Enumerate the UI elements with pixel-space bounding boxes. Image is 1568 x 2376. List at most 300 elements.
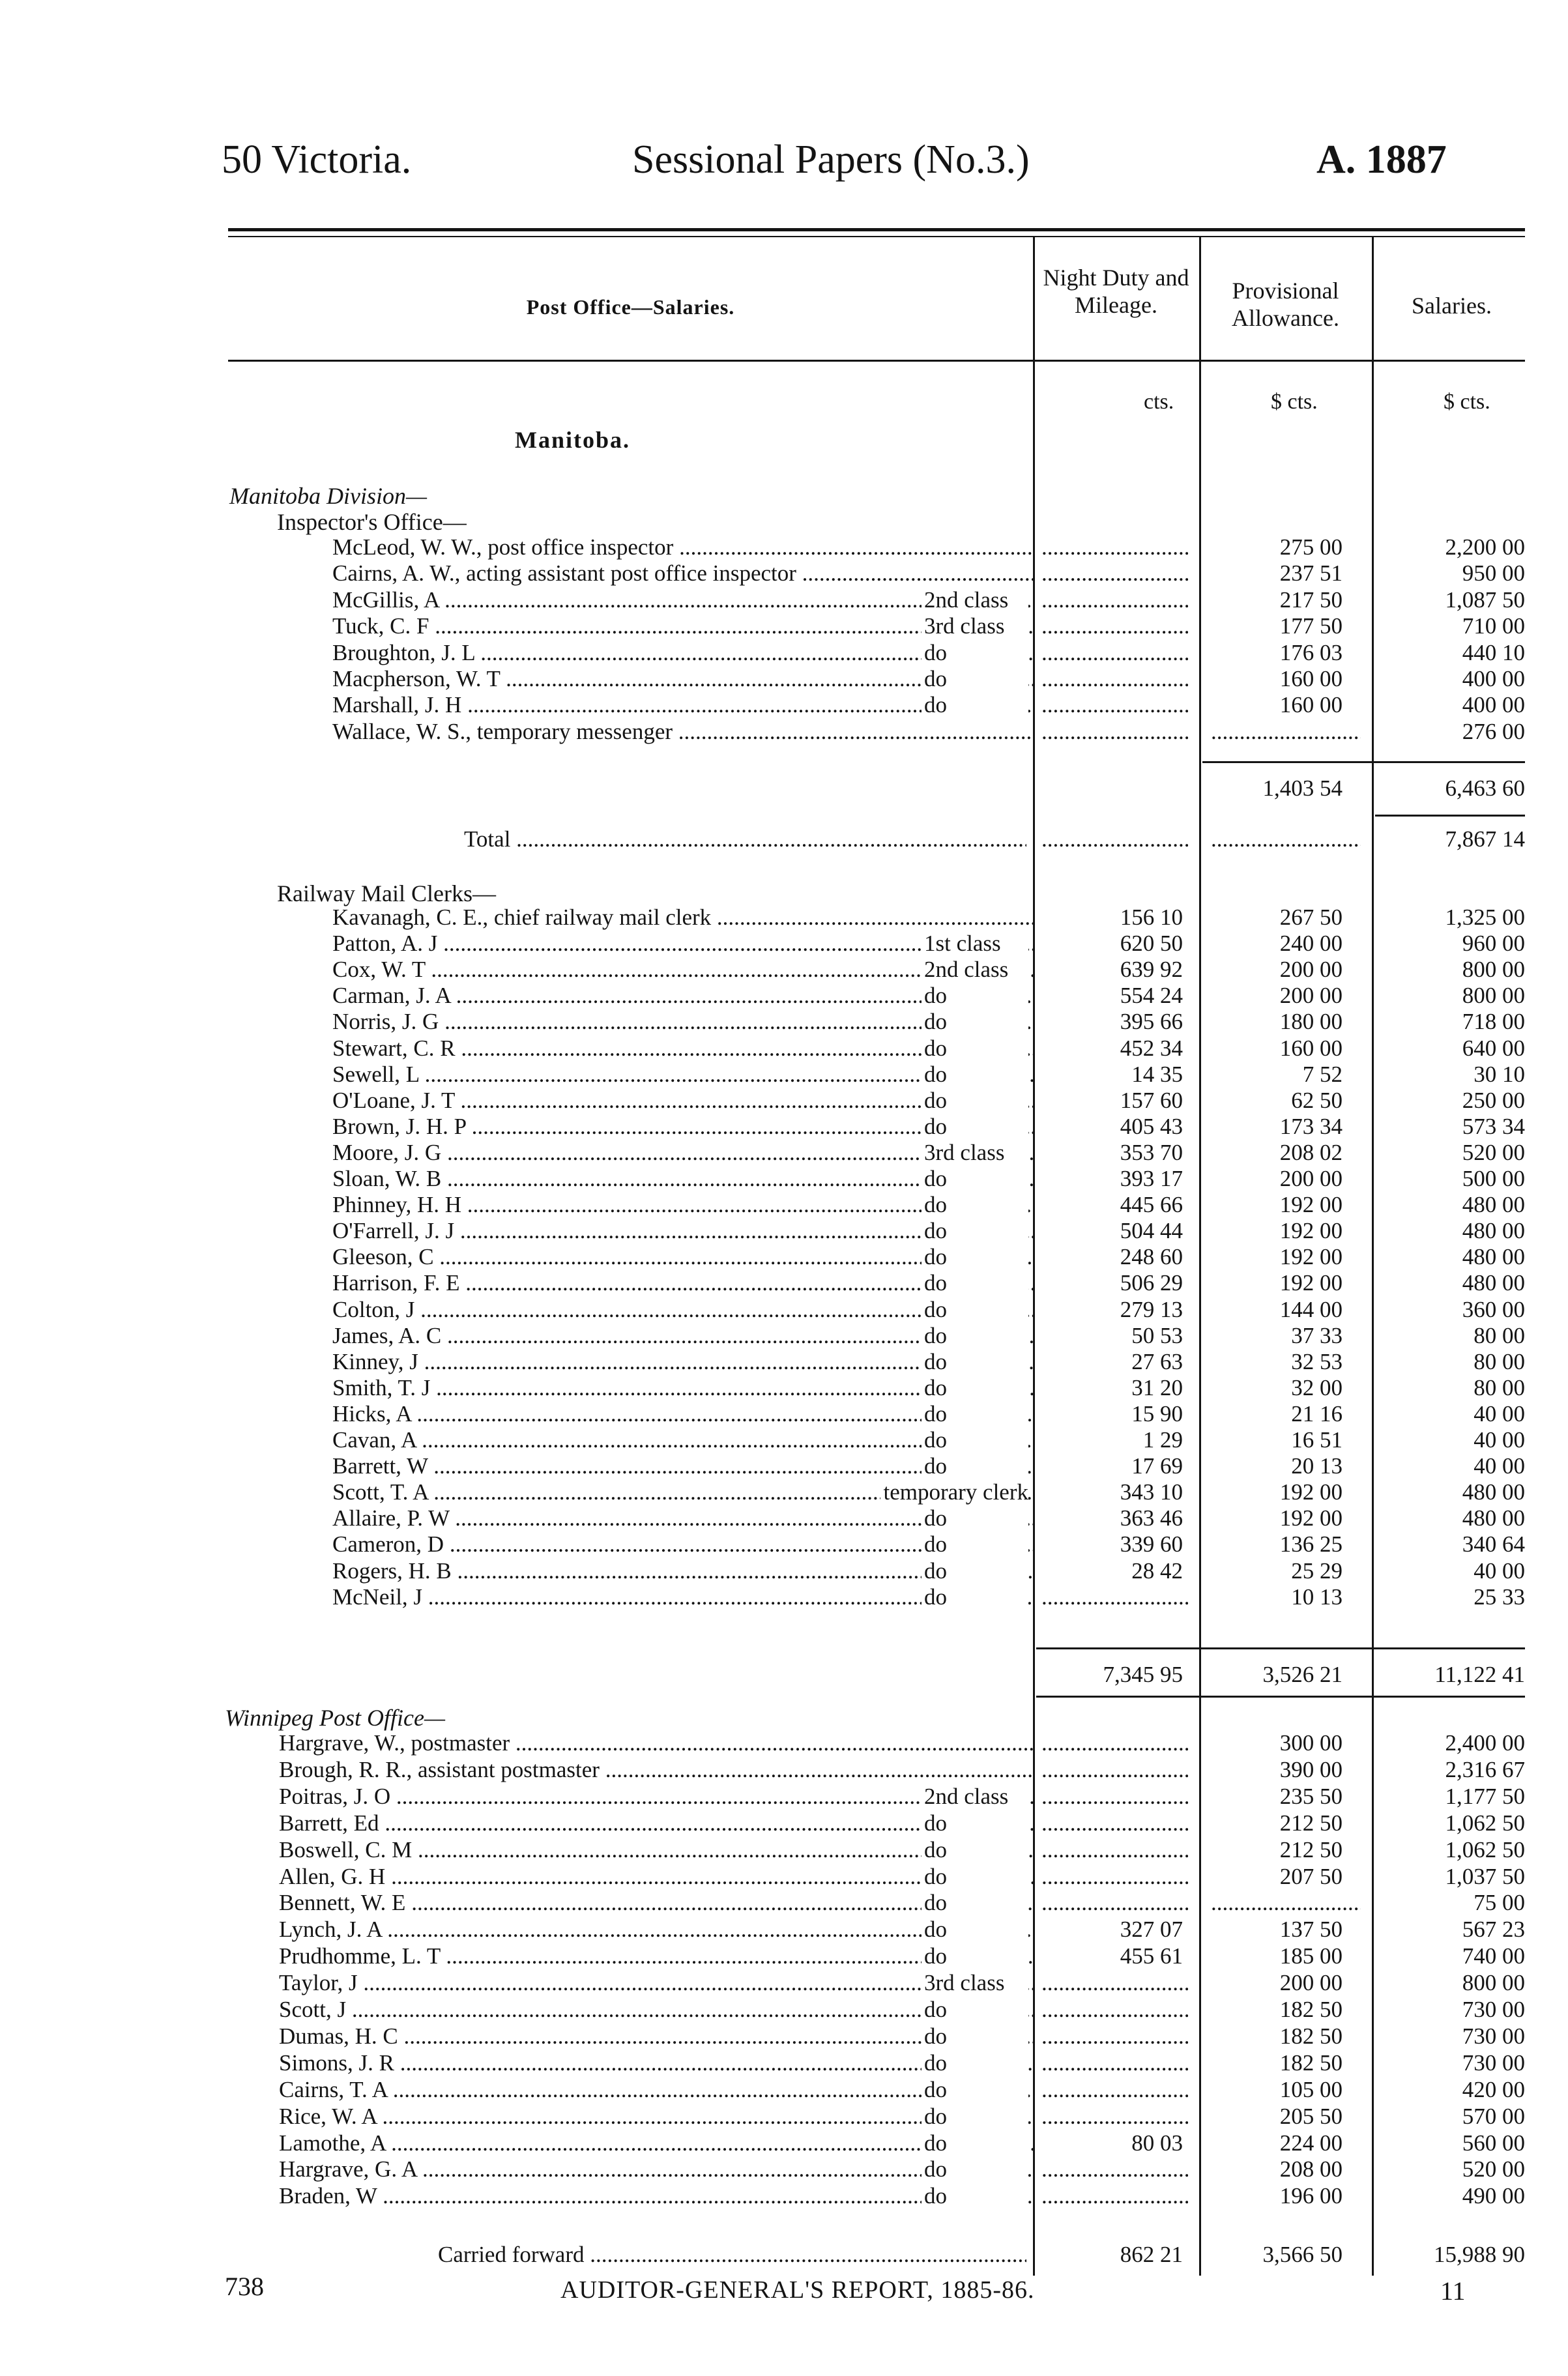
row-night: 405 43 (1120, 1113, 1183, 1139)
row-night-blank (1041, 2050, 1188, 2076)
row-sal: 800 00 (1462, 1970, 1525, 1996)
row-name: Hargrave, W., postmaster ..... (279, 1730, 1033, 1756)
table-row (0, 1036, 1568, 1062)
row-class: 3rd class (922, 1140, 1028, 1166)
header-rule (228, 360, 1525, 362)
total-sal: 7,867 14 (1445, 826, 1525, 852)
table-row (0, 640, 1568, 666)
row-prov: 192 00 (1279, 1479, 1343, 1505)
row-sal: 40 00 (1474, 1400, 1525, 1427)
section-subtitle: Railway Mail Clerks— (277, 880, 496, 906)
row-class: do (922, 692, 1028, 718)
table-row (0, 719, 1568, 745)
row-name: Brown, J. H. P ..... (332, 1114, 1033, 1140)
row-class: do (922, 640, 1028, 666)
row-sal: 480 00 (1462, 1270, 1525, 1296)
table-row (0, 1531, 1568, 1557)
section-title: Winnipeg Post Office— (225, 1705, 445, 1731)
row-sal: 400 00 (1462, 666, 1525, 691)
row-name: Simons, J. R ..... (279, 2050, 1033, 2076)
row-class: do (922, 1218, 1028, 1244)
row-class: do (922, 666, 1028, 692)
row-prov: 267 50 (1279, 905, 1343, 930)
row-sal: 500 00 (1462, 1166, 1525, 1191)
row-sal: 1,087 50 (1445, 587, 1525, 613)
row-sal: 950 00 (1462, 560, 1525, 587)
row-name: Moore, J. G ..... (332, 1140, 1033, 1166)
row-night-blank (1041, 1810, 1188, 1836)
row-prov: 7 52 (1302, 1061, 1343, 1087)
row-sal: 740 00 (1462, 1943, 1525, 1969)
row-prov-blank (1211, 1890, 1361, 1916)
row-prov: 105 00 (1279, 2076, 1343, 2102)
table-row (0, 1192, 1568, 1218)
carried-forward-row (0, 2242, 1568, 2268)
table-row (0, 1401, 1568, 1427)
table-row (0, 613, 1568, 639)
row-sal: 340 64 (1462, 1531, 1525, 1557)
row-sal: 960 00 (1462, 931, 1525, 957)
table-row (0, 1584, 1568, 1610)
header-right: A. 1887 (1316, 138, 1447, 182)
row-class: do (922, 2156, 1028, 2182)
table-row (0, 1062, 1568, 1088)
row-class: do (922, 2023, 1028, 2050)
column-header-night-duty: Night Duty and Mileage. (1043, 265, 1189, 318)
row-name: Norris, J. G ..... (332, 1009, 1033, 1035)
row-sal: 30 10 (1474, 1061, 1525, 1087)
table-row (0, 1114, 1568, 1140)
row-prov: 21 16 (1291, 1400, 1343, 1427)
table-row (0, 560, 1568, 587)
row-prov: 62 50 (1291, 1087, 1343, 1113)
row-name: Taylor, J ..... (279, 1970, 1033, 1996)
row-name: Gleeson, C ..... (332, 1244, 1033, 1270)
table-row (0, 1479, 1568, 1505)
row-sal: 1,062 50 (1445, 1810, 1525, 1836)
table-row (0, 534, 1568, 560)
row-sal: 80 00 (1474, 1374, 1525, 1400)
row-prov: 160 00 (1279, 1035, 1343, 1061)
row-prov: 182 50 (1279, 1997, 1343, 2022)
row-sal: 480 00 (1462, 1505, 1525, 1531)
carried-forward-label: Carried forward ..... (438, 2242, 1026, 2268)
row-prov: 200 00 (1279, 957, 1343, 983)
row-prov: 192 00 (1279, 1505, 1343, 1531)
row-night-blank (1041, 1730, 1188, 1756)
row-night: 343 10 (1120, 1479, 1183, 1505)
subtotal-prov: 3,526 21 (1262, 1662, 1343, 1687)
row-night-blank (1041, 613, 1188, 639)
row-name: McGillis, A ..... (332, 587, 1033, 613)
row-name: Rogers, H. B ..... (332, 1558, 1033, 1584)
row-prov: 25 29 (1291, 1557, 1343, 1584)
row-sal: 360 00 (1462, 1296, 1525, 1322)
subtotal-row (0, 1662, 1568, 1688)
row-night: 31 20 (1131, 1374, 1183, 1400)
row-sal: 80 00 (1474, 1348, 1525, 1374)
table-row (0, 2050, 1568, 2076)
row-class: do (922, 2130, 1028, 2156)
row-class: temporary clerk (880, 1479, 1028, 1505)
row-class: 2nd class (922, 957, 1028, 983)
table-row (0, 2130, 1568, 2156)
report-title: AUDITOR-GENERAL'S REPORT, 1885-86. (560, 2276, 1035, 2304)
row-sal: 2,200 00 (1445, 534, 1525, 560)
row-prov: 217 50 (1279, 587, 1343, 613)
row-name: Braden, W ..... (279, 2183, 1033, 2209)
row-night: 620 50 (1120, 931, 1183, 957)
row-sal: 567 23 (1462, 1917, 1525, 1943)
row-name: Poitras, J. O ..... (279, 1784, 1033, 1810)
row-name: Stewart, C. R ..... (332, 1036, 1033, 1062)
row-prov: 200 00 (1279, 1970, 1343, 1996)
table-row (0, 1997, 1568, 2023)
row-class: 2nd class (922, 587, 1028, 613)
row-prov: 137 50 (1279, 1917, 1343, 1943)
row-sal: 40 00 (1474, 1453, 1525, 1479)
table-row (0, 2156, 1568, 2182)
subtotal-prov: 1,403 54 (1262, 775, 1343, 801)
row-class: do (922, 1943, 1028, 1969)
row-name: Bennett, W. E ..... (279, 1890, 1033, 1916)
row-class: 3rd class (922, 1970, 1028, 1996)
row-night: 50 53 (1131, 1322, 1183, 1348)
row-class: do (922, 1244, 1028, 1270)
table-row (0, 905, 1568, 931)
row-night-blank (1041, 1890, 1188, 1916)
row-name: O'Loane, J. T ..... (332, 1088, 1033, 1114)
row-sal: 560 00 (1462, 2130, 1525, 2156)
row-sal: 718 00 (1462, 1009, 1525, 1035)
row-class: do (922, 1323, 1028, 1349)
row-name: McLeod, W. W., post office inspector ..... (332, 534, 1033, 560)
row-prov: 176 03 (1279, 639, 1343, 665)
table-row (0, 1218, 1568, 1244)
table-row (0, 692, 1568, 718)
row-class: do (922, 2050, 1028, 2076)
table-row (0, 666, 1568, 692)
row-night: 445 66 (1120, 1192, 1183, 1218)
row-sal: 730 00 (1462, 2023, 1525, 2049)
table-row (0, 1375, 1568, 1401)
unit-provisional: $ cts. (1271, 390, 1318, 414)
row-prov: 237 51 (1279, 560, 1343, 587)
row-name: Smith, T. J ..... (332, 1375, 1033, 1401)
row-class: do (922, 1917, 1028, 1943)
subtotal-row (0, 775, 1568, 802)
table-row (0, 2104, 1568, 2130)
row-sal: 573 34 (1462, 1113, 1525, 1139)
row-sal: 800 00 (1462, 957, 1525, 983)
row-prov: 212 50 (1279, 1810, 1343, 1836)
table-row (0, 931, 1568, 957)
row-sal: 420 00 (1462, 2076, 1525, 2102)
total-rule (1375, 815, 1525, 817)
row-class: do (922, 1349, 1028, 1375)
row-class: 3rd class (922, 613, 1028, 639)
row-class: do (922, 1270, 1028, 1296)
top-rule (228, 228, 1525, 231)
row-class: do (922, 1009, 1028, 1035)
section-subtitle: Inspector's Office— (277, 509, 467, 535)
row-night: 504 44 (1120, 1218, 1183, 1244)
row-name: Sewell, L ..... (332, 1062, 1033, 1088)
row-name: Phinney, H. H ..... (332, 1192, 1033, 1218)
row-sal: 276 00 (1462, 718, 1525, 744)
row-night-blank (1041, 587, 1188, 613)
top-rule-thin (228, 236, 1525, 237)
row-class: do (922, 983, 1028, 1009)
row-class: 1st class (922, 931, 1028, 957)
row-sal: 25 33 (1474, 1584, 1525, 1610)
table-row (0, 1088, 1568, 1114)
row-night-blank (1041, 1997, 1188, 2023)
row-night-blank (1041, 1970, 1188, 1996)
table-row (0, 587, 1568, 613)
row-name: Allen, G. H ..... (279, 1864, 1033, 1890)
column-header-description: Post Office—Salaries. (526, 295, 735, 319)
row-name: Cairns, T. A ..... (279, 2077, 1033, 2103)
row-name: Kinney, J ..... (332, 1349, 1033, 1375)
row-prov: 20 13 (1291, 1453, 1343, 1479)
row-name: Brough, R. R., assistant postmaster ..... (279, 1757, 1033, 1783)
row-prov: 160 00 (1279, 692, 1343, 718)
table-row (0, 1453, 1568, 1479)
row-sal: 640 00 (1462, 1035, 1525, 1061)
row-sal: 480 00 (1462, 1218, 1525, 1244)
row-class: do (922, 2183, 1028, 2209)
row-name: Hicks, A ..... (332, 1401, 1033, 1427)
row-name: Macpherson, W. T ..... (332, 666, 1033, 692)
row-night-blank (1041, 1784, 1188, 1810)
row-night-blank (1041, 534, 1188, 560)
table-row (0, 1970, 1568, 1996)
subtotal-sal: 6,463 60 (1445, 775, 1525, 801)
total-label: Total ..... (464, 826, 1026, 852)
carried-forward-sal: 15,988 90 (1434, 2242, 1525, 2267)
row-night: 80 03 (1131, 2130, 1183, 2156)
row-name: Tuck, C. F ..... (332, 613, 1033, 639)
row-night: 248 60 (1120, 1244, 1183, 1270)
row-name: Marshall, J. H ..... (332, 692, 1033, 718)
table-row (0, 1297, 1568, 1323)
row-prov: 180 00 (1279, 1009, 1343, 1035)
row-night: 279 13 (1120, 1296, 1183, 1322)
row-prov: 32 00 (1291, 1374, 1343, 1400)
unit-salaries: $ cts. (1444, 390, 1490, 414)
row-night-blank (1041, 1757, 1188, 1783)
total-blank (1041, 826, 1188, 852)
row-night: 452 34 (1120, 1035, 1183, 1061)
row-night: 339 60 (1120, 1531, 1183, 1557)
row-sal: 75 00 (1474, 1890, 1525, 1916)
row-night: 15 90 (1131, 1400, 1183, 1427)
row-night-blank (1041, 719, 1188, 745)
row-prov: 182 50 (1279, 2050, 1343, 2076)
row-sal: 400 00 (1462, 692, 1525, 718)
row-name: Hargrave, G. A ..... (279, 2156, 1033, 2182)
table-row (0, 1166, 1568, 1192)
table-row (0, 1730, 1568, 1756)
row-name: Scott, T. A ..... (332, 1479, 1033, 1505)
row-prov: 10 13 (1291, 1584, 1343, 1610)
row-class: do (922, 1453, 1028, 1479)
row-sal: 480 00 (1462, 1244, 1525, 1270)
row-name: Patton, A. J ..... (332, 931, 1033, 957)
total-row (0, 826, 1568, 852)
row-name: Cameron, D ..... (332, 1531, 1033, 1557)
row-night-blank (1041, 1837, 1188, 1863)
row-night-blank (1041, 2077, 1188, 2103)
row-prov: 192 00 (1279, 1218, 1343, 1244)
row-class: do (922, 1427, 1028, 1453)
unit-night: cts. (1144, 390, 1174, 414)
row-prov: 200 00 (1279, 983, 1343, 1009)
row-name: Kavanagh, C. E., chief railway mail clerk ..... (332, 905, 1033, 931)
row-sal: 520 00 (1462, 2156, 1525, 2182)
row-night: 393 17 (1120, 1166, 1183, 1191)
row-name: Cairns, A. W., acting assistant post office inspector ..... (332, 560, 1033, 587)
table-row (0, 1943, 1568, 1969)
row-sal: 730 00 (1462, 1997, 1525, 2022)
carried-forward-prov: 3,566 50 (1262, 2242, 1343, 2267)
row-name: Cox, W. T ..... (332, 957, 1033, 983)
row-class: do (922, 2104, 1028, 2130)
row-name: Sloan, W. B ..... (332, 1166, 1033, 1192)
row-prov: 192 00 (1279, 1270, 1343, 1296)
table-row (0, 2023, 1568, 2050)
row-name: Lynch, J. A ..... (279, 1917, 1033, 1943)
province-heading: Manitoba. (515, 427, 631, 453)
row-sal: 480 00 (1462, 1192, 1525, 1218)
carried-forward-night: 862 21 (1120, 2242, 1183, 2267)
row-sal: 570 00 (1462, 2103, 1525, 2129)
row-night-blank (1041, 2183, 1188, 2209)
row-name: Scott, J ..... (279, 1997, 1033, 2023)
row-sal: 1,037 50 (1445, 1863, 1525, 1889)
row-name: Lamothe, A ..... (279, 2130, 1033, 2156)
row-name: Boswell, C. M ..... (279, 1837, 1033, 1863)
row-sal: 800 00 (1462, 983, 1525, 1009)
row-night-blank (1041, 640, 1188, 666)
row-night-blank (1041, 1584, 1188, 1610)
row-class: do (922, 1890, 1028, 1916)
row-class: do (922, 1997, 1028, 2023)
row-class: do (922, 1864, 1028, 1890)
table-row (0, 1784, 1568, 1810)
row-name: O'Farrell, J. J ..... (332, 1218, 1033, 1244)
row-prov: 160 00 (1279, 666, 1343, 691)
total-blank (1211, 826, 1361, 852)
row-night: 327 07 (1120, 1917, 1183, 1943)
subtotal-night: 7,345 95 (1103, 1662, 1183, 1687)
row-night: 353 70 (1120, 1139, 1183, 1165)
row-prov: 37 33 (1291, 1322, 1343, 1348)
row-prov: 136 25 (1279, 1531, 1343, 1557)
row-prov: 224 00 (1279, 2130, 1343, 2156)
section-title: Manitoba Division— (229, 483, 427, 509)
row-name: McNeil, J ..... (332, 1584, 1033, 1610)
row-night: 14 35 (1131, 1061, 1183, 1087)
row-prov: 182 50 (1279, 2023, 1343, 2049)
row-sal: 490 00 (1462, 2183, 1525, 2209)
row-class: do (922, 1505, 1028, 1531)
table-row (0, 1323, 1568, 1349)
table-row (0, 1890, 1568, 1916)
table-row (0, 1244, 1568, 1270)
row-night-blank (1041, 560, 1188, 587)
subtotal-rule (1202, 761, 1525, 763)
row-prov: 192 00 (1279, 1244, 1343, 1270)
row-name: Rice, W. A ..... (279, 2104, 1033, 2130)
row-night: 455 61 (1120, 1943, 1183, 1969)
row-prov: 207 50 (1279, 1863, 1343, 1889)
row-night: 156 10 (1120, 905, 1183, 930)
table-row (0, 983, 1568, 1009)
table-row (0, 1349, 1568, 1375)
table-row (0, 1009, 1568, 1035)
table-row (0, 2183, 1568, 2209)
column-header-provisional: Provisional Allowance. (1232, 278, 1339, 331)
row-class: do (922, 1837, 1028, 1863)
table-row (0, 1558, 1568, 1584)
header-center: Sessional Papers (No.3.) (632, 138, 1030, 182)
row-night-blank (1041, 666, 1188, 692)
row-name: Colton, J ..... (332, 1297, 1033, 1323)
table-row (0, 1270, 1568, 1296)
row-sal: 2,316 67 (1445, 1756, 1525, 1782)
row-name: Barrett, W ..... (332, 1453, 1033, 1479)
row-class: do (922, 1036, 1028, 1062)
row-class: do (922, 1114, 1028, 1140)
row-prov: 185 00 (1279, 1943, 1343, 1969)
row-night: 506 29 (1120, 1270, 1183, 1296)
row-sal: 250 00 (1462, 1087, 1525, 1113)
row-night-blank (1041, 2023, 1188, 2050)
row-prov: 173 34 (1279, 1113, 1343, 1139)
row-night: 27 63 (1131, 1348, 1183, 1374)
row-name: Allaire, P. W ..... (332, 1505, 1033, 1531)
row-prov: 196 00 (1279, 2183, 1343, 2209)
table-row (0, 2077, 1568, 2103)
row-prov-blank (1211, 719, 1361, 745)
row-class: do (922, 1531, 1028, 1557)
table-row (0, 1810, 1568, 1836)
row-name: Dumas, H. C ..... (279, 2023, 1033, 2050)
row-class: do (922, 1584, 1028, 1610)
subtotal-sal: 11,122 41 (1434, 1662, 1525, 1687)
row-sal: 80 00 (1474, 1322, 1525, 1348)
row-night: 1 29 (1142, 1427, 1183, 1453)
table-row (0, 957, 1568, 983)
row-prov: 300 00 (1279, 1730, 1343, 1756)
row-night: 17 69 (1131, 1453, 1183, 1479)
row-sal: 40 00 (1474, 1427, 1525, 1453)
row-night-blank (1041, 2156, 1188, 2182)
row-class: do (922, 1810, 1028, 1836)
row-prov: 208 02 (1279, 1139, 1343, 1165)
row-sal: 1,177 50 (1445, 1783, 1525, 1809)
table-row (0, 1140, 1568, 1166)
row-night: 157 60 (1120, 1087, 1183, 1113)
table-row (0, 1757, 1568, 1783)
row-name: Wallace, W. S., temporary messenger ..... (332, 719, 1033, 745)
row-night: 395 66 (1120, 1009, 1183, 1035)
row-class: do (922, 1558, 1028, 1584)
table-row (0, 1505, 1568, 1531)
row-prov: 32 53 (1291, 1348, 1343, 1374)
